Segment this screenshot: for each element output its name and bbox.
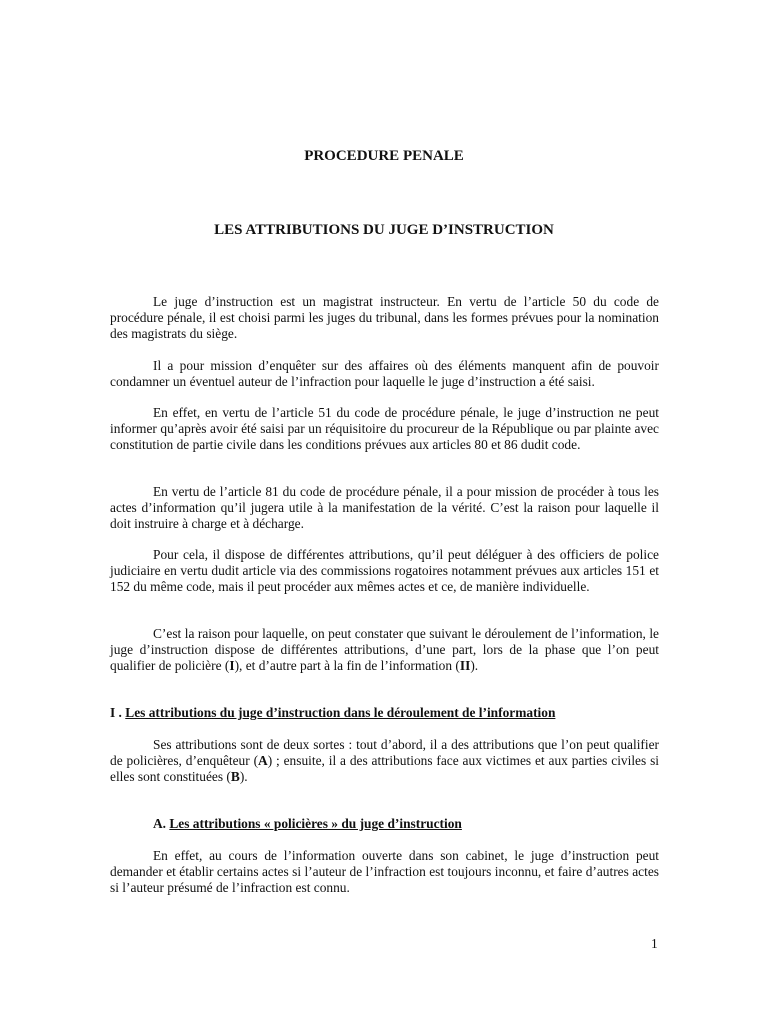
- text-segment: ) ; ensuite, il a des attributions face aux victimes et aux parties civiles si elles sont constituées (: [110, 753, 659, 784]
- section-heading-1: [110, 705, 555, 721]
- paragraph-5: [110, 547, 659, 595]
- text-segment: Le juge d’instruction est un magistrat instructeur. En vertu de l’article 50 du code de procédure pénale, il est choisi parmi les juges du tribunal, dans les formes prévues pour la nomination des magistrats du siège.: [110, 294, 659, 341]
- section-title: Les attributions du juge d’instruction dans le déroulement de l’information: [125, 705, 556, 720]
- bold-reference: B: [230, 769, 240, 784]
- paragraph-6: [110, 626, 659, 674]
- subsection-a-paragraph: [110, 848, 659, 896]
- document-title: PROCEDURE PENALE: [304, 148, 464, 164]
- text-segment: C’est la raison pour laquelle, on peut constater que suivant le déroulement de l’information, le juge d’instruction dispose de différentes attributions, d’une part, lors de la phase que l’on peut qualifier de policière (: [110, 626, 659, 673]
- text-segment: En effet, au cours de l’information ouverte dans son cabinet, le juge d’instruction peut demander et établir certains actes si l’auteur de l’infraction est toujours inconnu, et faire d’autres actes si l’auteur présumé de l’infraction est connu.: [110, 848, 659, 895]
- subsection-heading-a: [153, 816, 462, 832]
- document-subtitle: LES ATTRIBUTIONS DU JUGE D’INSTRUCTION: [214, 222, 554, 238]
- paragraph-1: [110, 294, 659, 342]
- text-segment: Ses attributions sont de deux sortes : tout d’abord, il a des attributions que l’on peut qualifier de policières, d’enquêteur (: [110, 737, 659, 768]
- paragraph-3: [110, 405, 659, 453]
- bold-reference: II: [459, 658, 471, 673]
- text-segment: ).: [239, 769, 248, 784]
- text-segment: ).: [470, 658, 479, 673]
- text-segment: En vertu de l’article 81 du code de procédure pénale, il a pour mission de procéder à tous les actes d’information qu’il jugera utile à la manifestation de la vérité. C’est la raison pour laquelle il doit instruire à charge et à décharge.: [110, 484, 659, 531]
- section-number: I .: [110, 705, 126, 720]
- bold-reference: A: [258, 753, 268, 768]
- paragraph-2: [110, 358, 659, 390]
- text-segment: ), et d’autre part à la fin de l’information (: [234, 658, 460, 673]
- subsection-letter: A.: [153, 816, 170, 831]
- page-number: 1: [651, 936, 658, 951]
- subsection-title: Les attributions « policières » du juge d’instruction: [169, 816, 462, 831]
- text-segment: En effet, en vertu de l’article 51 du code de procédure pénale, le juge d’instruction ne peut informer qu’après avoir été saisi par un réquisitoire du procureur de la République ou par plainte avec constitution de partie civile dans les conditions prévues aux articles 80 et 86 dudit code.: [110, 405, 659, 452]
- paragraph-4: [110, 484, 659, 532]
- section-1-paragraph: [110, 737, 659, 785]
- text-segment: Il a pour mission d’enquêter sur des affaires où des éléments manquent afin de pouvoir condamner un éventuel auteur de l’infraction pour laquelle le juge d’instruction a été saisi.: [110, 358, 659, 389]
- bold-reference: I: [229, 658, 235, 673]
- text-segment: Pour cela, il dispose de différentes attributions, qu’il peut déléguer à des officiers de police judiciaire en vertu dudit article via des commissions rogatoires notamment prévues aux articles 151 et 152 du même code, mais il peut procéder aux mêmes actes et ce, de manière individuelle.: [110, 547, 659, 594]
